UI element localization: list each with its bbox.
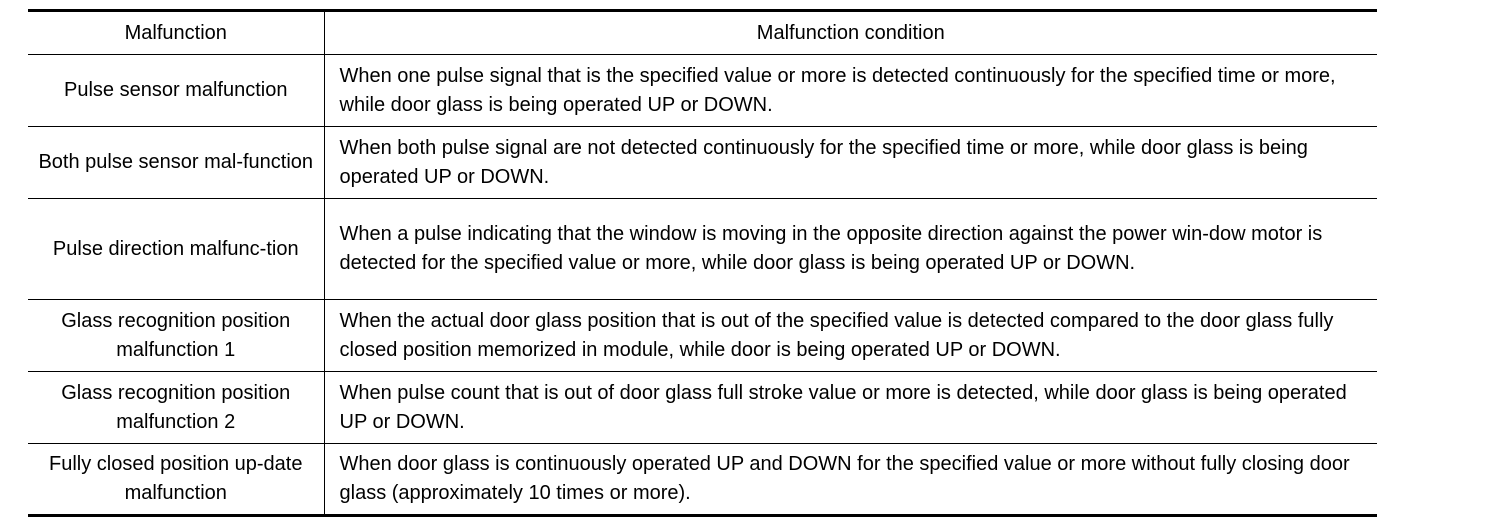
condition-cell: When a pulse indicating that the window is moving in the opposite direction against the power win-dow motor is detected for the specified value or more, while door glass is being operated UP or DOWN. — [324, 199, 1377, 300]
malfunction-cell: Pulse direction malfunc-tion — [28, 199, 324, 300]
condition-cell: When the actual door glass position that is out of the specified value is detected compared to the door glass fully closed position memorized in module, while door is being operated UP or DOWN. — [324, 300, 1377, 372]
condition-cell: When one pulse signal that is the specified value or more is detected continuously for the specified time or more, while door glass is being operated UP or DOWN. — [324, 55, 1377, 127]
condition-cell: When both pulse signal are not detected continuously for the specified time or more, while door glass is being operated UP or DOWN. — [324, 127, 1377, 199]
malfunction-table-container — [28, 9, 1377, 517]
table-row — [28, 300, 1377, 372]
malfunction-cell: Glass recognition position malfunction 1 — [28, 300, 324, 372]
condition-cell: When door glass is continuously operated UP and DOWN for the specified value or more without fully closing door glass (approximately 10 times or more). — [324, 444, 1377, 516]
table-row — [28, 55, 1377, 127]
table-row — [28, 199, 1377, 300]
malfunction-cell: Pulse sensor malfunction — [28, 55, 324, 127]
header-malfunction-condition: Malfunction condition — [324, 11, 1377, 55]
malfunction-cell: Both pulse sensor mal-function — [28, 127, 324, 199]
malfunction-table — [28, 9, 1377, 517]
header-row — [28, 11, 1377, 55]
table-row — [28, 127, 1377, 199]
malfunction-cell: Fully closed position up-date malfunction — [28, 444, 324, 516]
malfunction-cell: Glass recognition position malfunction 2 — [28, 372, 324, 444]
table-row — [28, 444, 1377, 516]
table-header — [28, 11, 1377, 55]
table-body — [28, 55, 1377, 516]
condition-cell: When pulse count that is out of door glass full stroke value or more is detected, while door glass is being operated UP or DOWN. — [324, 372, 1377, 444]
table-row — [28, 372, 1377, 444]
header-malfunction: Malfunction — [28, 11, 324, 55]
